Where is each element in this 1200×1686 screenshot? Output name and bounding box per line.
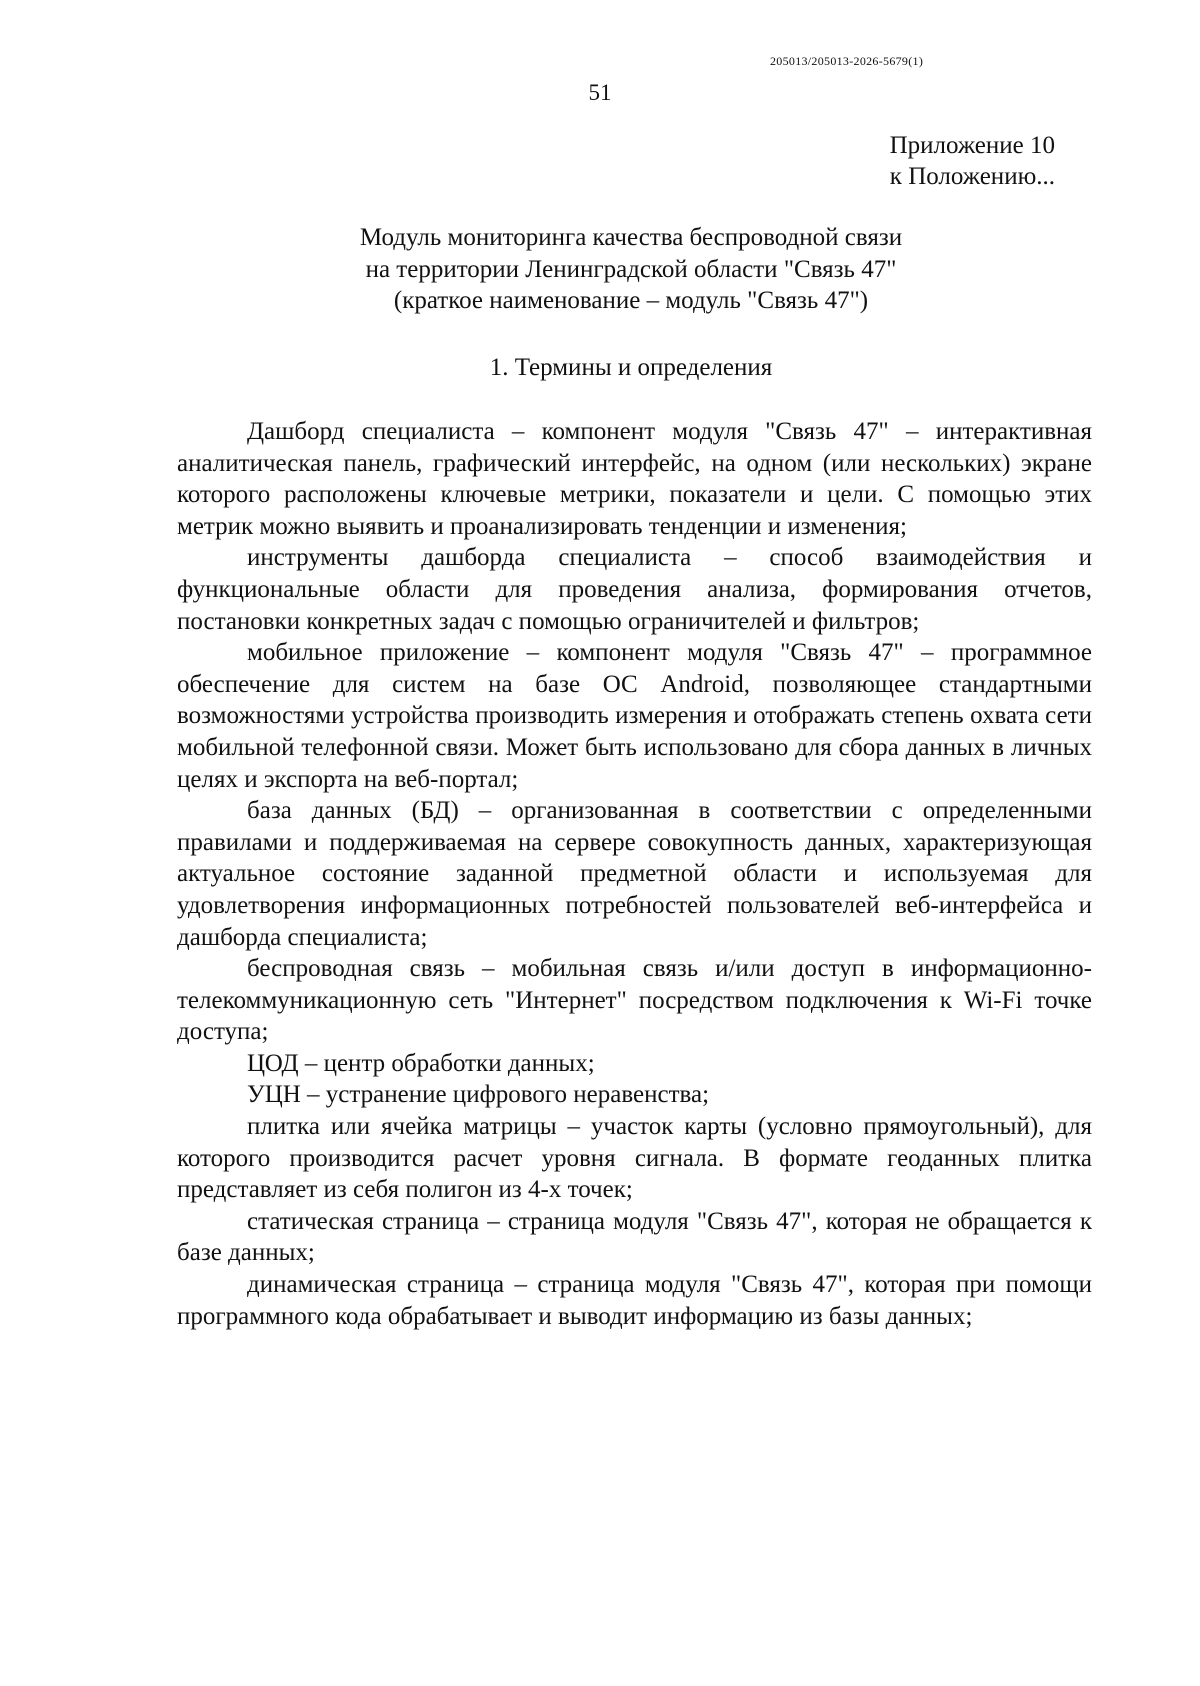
title-line: на территории Ленинградской области "Связь 47": [365, 255, 897, 283]
definition-paragraph: УЦН – устранение цифрового неравенства;: [247, 1081, 710, 1109]
title-line: (краткое наименование – модуль "Связь 47"): [393, 287, 869, 314]
annex-reference: [890, 130, 1055, 192]
title-line: Модуль мониторинга качества беспроводной связи: [359, 224, 903, 251]
definition-paragraph: ЦОД – центр обработки данных;: [247, 1049, 595, 1077]
definition-paragraph: инструменты дашборда специалиста – способ взаимодействия и функциональные области для проведения анализа, формирования отчетов, постановки конкретных задач с помощью ограничителей и фильтров;: [177, 544, 1092, 635]
document-id: 205013/205013-2026-5679(1): [770, 54, 924, 68]
annex-number: Приложение 10: [889, 132, 1055, 159]
definition-paragraph: статическая страница – страница модуля "Связь 47", которая не обращается к базе данных;: [177, 1207, 1092, 1267]
definition-paragraph: Дашборд специалиста – компонент модуля "Связь 47" – интерактивная аналитическая панель, графический интерфейс, на одном (или нескольких) экране которого расположены ключевые метрики, показатели и цели. С помощью этих метрик можно выявить и проанализировать тенденции и изменения;: [177, 418, 1092, 540]
annex-target: к Положению...: [889, 163, 1055, 190]
definition-paragraph: беспроводная связь – мобильная связь и/или доступ в информационно-телекоммуникационную сеть "Интернет" посредством подключения к Wi-Fi точке доступа;: [177, 955, 1092, 1046]
definition-paragraph: мобильное приложение – компонент модуля "Связь 47" – программное обеспечение для систем на базе ОС Android, позволяющее стандартными возможностями устройства производить измерения и отображать степень охвата сети мобильной телефонной связи. Может быть использовано для сбора данных в личных целях и экспорта на веб-портал;: [177, 639, 1092, 793]
page-number: 51: [588, 80, 612, 105]
section-heading: 1. Термины и определения: [489, 354, 773, 381]
definitions-list: [177, 416, 1092, 1332]
definition-paragraph: база данных (БД) – организованная в соответствии с определенными правилами и поддерживаемая на сервере совокупность данных, характеризующая актуальное состояние заданной предметной области и используемая для удовлетворения информационных потребностей пользователей веб-интерфейса и дашборда специалиста;: [177, 797, 1092, 951]
definition-paragraph: плитка или ячейка матрицы – участок карты (условно прямоугольный), для которого производится расчет уровня сигнала. В формате геоданных плитка представляет из себя полигон из 4-х точек;: [177, 1113, 1092, 1204]
document-title: [170, 222, 1092, 317]
definition-paragraph: динамическая страница – страница модуля "Связь 47", которая при помощи программного кода обрабатывает и выводит информацию из базы данных;: [177, 1271, 1092, 1330]
